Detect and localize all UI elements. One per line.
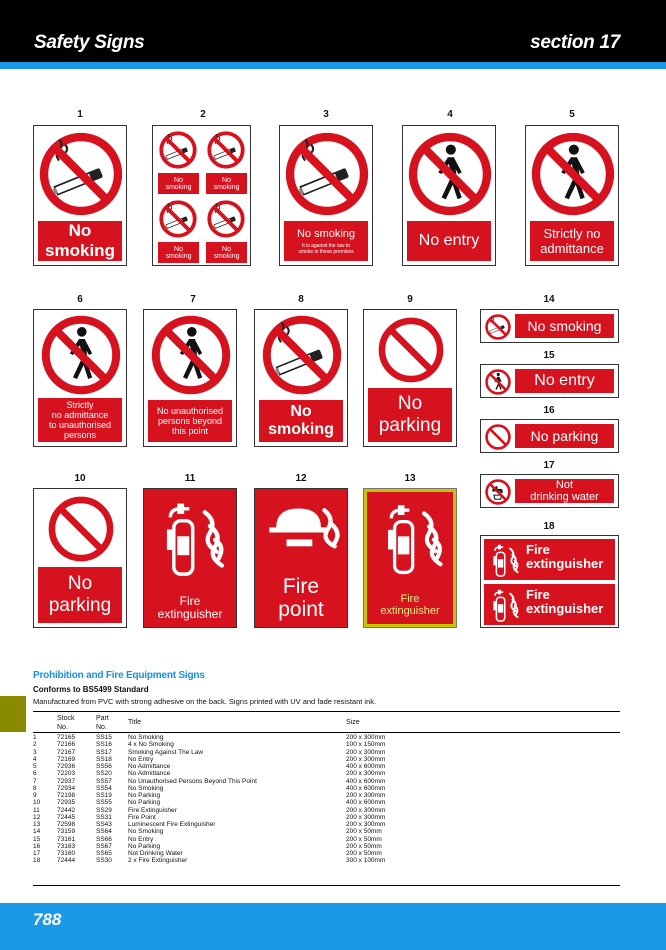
table-row xyxy=(33,828,620,835)
table-row xyxy=(33,850,620,857)
no-pedestrian-icon xyxy=(485,369,511,395)
fire-extinguisher-icon xyxy=(485,541,523,579)
table-row xyxy=(33,756,620,763)
fire-extinguisher-icon xyxy=(148,495,234,581)
product-title: No Smoking xyxy=(128,734,164,741)
sign-number-9: 9 xyxy=(407,294,413,305)
product-size: 200 x 300mm xyxy=(346,821,386,828)
sign-4x-no-smoking xyxy=(152,125,251,266)
product-title: No Parking xyxy=(128,792,161,799)
sign-number-1: 1 xyxy=(77,109,83,120)
sign-text: No entry xyxy=(418,232,480,249)
fire-extinguisher-icon xyxy=(485,586,523,624)
no-smoking-icon xyxy=(262,315,342,395)
product-size: 300 x 100mm xyxy=(346,857,386,865)
fire-point-icon xyxy=(259,493,345,579)
sign-number-12: 12 xyxy=(295,473,307,484)
product-description: Manufactured from PVC with strong adhesive on the back. Signs printed with UV and fade resistant ink. xyxy=(33,697,377,706)
sign-no-smoking-strip xyxy=(480,309,619,343)
row-index: 3 xyxy=(33,748,37,756)
no-smoking-icon xyxy=(159,131,197,169)
row-index: 5 xyxy=(33,763,37,770)
product-title: Fire Extinguisher xyxy=(128,806,177,814)
sign-text: persons xyxy=(63,430,96,440)
table-bottom-rule xyxy=(33,885,620,886)
row-index: 15 xyxy=(33,835,41,843)
stock-number: 72445 xyxy=(57,813,76,821)
section-side-tab xyxy=(0,696,26,732)
sign-number-5: 5 xyxy=(569,109,575,120)
sign-text: No smoking xyxy=(515,314,614,338)
sign-text: Fire xyxy=(526,542,550,557)
row-index: 11 xyxy=(33,806,40,814)
sign-subtext: It is against the law to xyxy=(301,242,351,249)
sign-text: Fire xyxy=(179,593,201,608)
stock-number: 72934 xyxy=(57,784,76,792)
table-row xyxy=(33,814,620,821)
product-title: Fire Point xyxy=(128,813,156,821)
part-number: SS55 xyxy=(96,799,112,807)
no-pedestrian-icon xyxy=(151,315,231,395)
sign-no-parking xyxy=(363,309,457,447)
product-size: 400 x 600mm xyxy=(346,784,386,792)
sign-text: No xyxy=(68,221,92,240)
sign-no-parking-large xyxy=(33,488,127,628)
product-size: 200 x 300mm xyxy=(346,755,386,763)
stock-number: 72198 xyxy=(57,792,76,799)
part-number: SS17 xyxy=(96,748,112,756)
stock-number: 72169 xyxy=(57,755,76,763)
sign-fire-point xyxy=(254,488,348,628)
product-size: 200 x 50mm xyxy=(346,842,382,850)
stock-number: 72166 xyxy=(57,741,76,749)
sign-number-11: 11 xyxy=(184,473,196,484)
sign-text: No xyxy=(174,176,183,184)
product-size: 100 x 150mm xyxy=(346,741,386,749)
table-row xyxy=(33,843,620,850)
row-index: 8 xyxy=(33,784,37,792)
product-title: No Admittance xyxy=(128,763,171,770)
stock-number: 72598 xyxy=(57,821,76,828)
no-smoking-icon xyxy=(207,131,245,169)
table-row xyxy=(33,792,620,799)
sign-2x-fire-extinguisher xyxy=(480,535,619,628)
part-number: SS64 xyxy=(96,828,112,836)
product-title: Smoking Against The Law xyxy=(128,748,204,756)
row-index: 14 xyxy=(33,828,41,836)
sign-number-18: 18 xyxy=(543,521,555,532)
part-number: SS57 xyxy=(96,777,112,785)
product-title: No Parking xyxy=(128,842,161,850)
sign-text: No parking xyxy=(515,424,614,448)
sign-text: smoking xyxy=(45,241,115,260)
no-parking-icon xyxy=(485,424,511,450)
product-size: 400 x 600mm xyxy=(346,777,386,785)
product-title: 4 x No Smoking xyxy=(128,741,174,749)
sign-subtext: smoke in these premises xyxy=(298,248,354,255)
row-index: 4 xyxy=(33,755,37,763)
sign-text: No xyxy=(222,245,231,253)
sign-text: smoking xyxy=(213,252,240,260)
table-row xyxy=(33,807,620,814)
no-smoking-icon xyxy=(485,314,511,340)
stock-number: 72935 xyxy=(57,799,76,807)
table-row xyxy=(33,857,620,864)
sign-text: admittance xyxy=(540,241,604,256)
row-index: 13 xyxy=(33,821,41,828)
sign-strictly-no-admittance xyxy=(525,125,619,266)
stock-number: 72203 xyxy=(57,770,76,778)
sign-number-8: 8 xyxy=(298,294,304,305)
table-row xyxy=(33,836,620,843)
row-index: 17 xyxy=(33,850,41,857)
part-number: SS31 xyxy=(96,813,112,821)
sign-number-10: 10 xyxy=(74,473,86,484)
row-index: 1 xyxy=(33,734,37,741)
sign-number-13: 13 xyxy=(404,473,416,484)
sign-number-14: 14 xyxy=(543,294,555,305)
sign-number-15: 15 xyxy=(543,350,555,361)
sign-text: smoking xyxy=(213,183,240,191)
sign-number-4: 4 xyxy=(447,109,453,120)
stock-number: 72167 xyxy=(57,748,76,756)
product-size: 400 x 600mm xyxy=(346,763,386,770)
sign-no-smoking xyxy=(33,125,127,266)
product-title: No Smoking xyxy=(128,828,164,836)
column-header-title: Title xyxy=(128,719,141,726)
part-number: SS30 xyxy=(96,857,112,865)
product-size: 200 x 50mm xyxy=(346,850,382,857)
part-number: SS18 xyxy=(96,755,112,763)
row-index: 12 xyxy=(33,813,41,821)
sign-smoking-against-law xyxy=(279,125,373,266)
product-size: 200 x 300mm xyxy=(346,734,386,741)
no-smoking-icon xyxy=(39,132,123,216)
no-parking-icon xyxy=(48,496,114,562)
product-title: No Admittance xyxy=(128,770,171,778)
stock-number: 73161 xyxy=(57,835,76,843)
product-title: No Smoking xyxy=(128,784,164,792)
header-text: No. xyxy=(96,724,107,731)
product-title: Not Drinking Water xyxy=(128,850,183,857)
sign-text: smoking xyxy=(268,421,334,438)
sign-fire-extinguisher xyxy=(143,488,237,628)
sign-text: No xyxy=(67,573,93,594)
sign-text: No unauthorised xyxy=(156,406,224,416)
product-size: 200 x 300mm xyxy=(346,770,386,778)
product-title: No Parking xyxy=(128,799,161,807)
sign-text: No smoking xyxy=(296,227,356,240)
page-footer xyxy=(0,903,666,950)
product-size: 200 x 50mm xyxy=(346,828,382,836)
header-text: No. xyxy=(57,724,68,731)
sign-text: No xyxy=(397,393,423,414)
stock-number: 72936 xyxy=(57,763,76,770)
row-index: 10 xyxy=(33,799,41,807)
no-pedestrian-icon xyxy=(408,132,492,216)
sign-no-unauthorised-persons xyxy=(143,309,237,447)
no-smoking-icon xyxy=(285,132,369,216)
table-row xyxy=(33,778,620,785)
column-header-part xyxy=(96,714,109,732)
product-title: No Entry xyxy=(128,755,154,763)
table-row xyxy=(33,741,620,748)
sign-luminescent-fire-extinguisher xyxy=(363,488,457,628)
table-row xyxy=(33,749,620,756)
product-title: Luminescent Fire Extinguisher xyxy=(128,821,216,828)
table-top-rule xyxy=(33,711,620,712)
product-title: No Unauthorised Persons Beyond This Point xyxy=(128,777,257,785)
row-index: 9 xyxy=(33,792,37,799)
sign-no-entry xyxy=(402,125,496,266)
sign-text: Not xyxy=(555,479,574,491)
stock-number: 73159 xyxy=(57,828,76,836)
part-number: SS19 xyxy=(96,792,112,799)
sign-text: drinking water xyxy=(530,491,599,503)
sign-text: smoking xyxy=(165,252,192,260)
sign-text: this point xyxy=(171,426,208,436)
table-row xyxy=(33,770,620,777)
no-pedestrian-icon xyxy=(41,315,121,395)
header-section: section 17 xyxy=(530,32,620,53)
sign-not-drinking-water-strip xyxy=(480,474,619,508)
table-row xyxy=(33,763,620,770)
product-size: 200 x 300mm xyxy=(346,806,386,814)
stock-number: 72937 xyxy=(57,777,76,785)
part-number: SS15 xyxy=(96,734,112,741)
sign-text: no admittance xyxy=(51,410,109,420)
page-number: 788 xyxy=(33,910,62,929)
table-header-rule xyxy=(33,732,620,733)
sign-text: No xyxy=(222,176,231,184)
stock-number: 72442 xyxy=(57,806,76,814)
sign-no-smoking-large xyxy=(254,309,348,447)
product-size: 200 x 50mm xyxy=(346,835,382,843)
no-parking-icon xyxy=(378,317,444,383)
section-title: Prohibition and Fire Equipment Signs xyxy=(33,670,205,681)
part-number: SS29 xyxy=(96,806,112,814)
product-table xyxy=(33,734,620,865)
sign-number-7: 7 xyxy=(190,294,196,305)
part-number: SS43 xyxy=(96,821,112,828)
product-title: No Entry xyxy=(128,835,154,843)
column-header-size: Size xyxy=(346,719,360,726)
sign-text: Fire xyxy=(526,587,550,602)
sign-text: extinguisher xyxy=(157,606,223,621)
product-title: 2 x Fire Extinguisher xyxy=(128,857,188,865)
part-number: SS66 xyxy=(96,835,112,843)
sign-text: parking xyxy=(48,595,112,616)
row-index: 6 xyxy=(33,770,37,778)
no-smoking-icon xyxy=(207,200,245,238)
header-title: Safety Signs xyxy=(34,32,145,53)
table-row xyxy=(33,734,620,741)
sign-no-admittance xyxy=(33,309,127,447)
sign-text: No xyxy=(290,403,312,420)
product-size: 200 x 300mm xyxy=(346,792,386,799)
row-index: 16 xyxy=(33,842,41,850)
row-index: 2 xyxy=(33,741,37,749)
header-text: Stock xyxy=(57,715,75,722)
part-number: SS67 xyxy=(96,842,112,850)
sign-number-17: 17 xyxy=(543,460,555,471)
table-row xyxy=(33,785,620,792)
sign-text: extinguisher xyxy=(526,601,604,617)
no-pedestrian-icon xyxy=(531,132,615,216)
fire-extinguisher-icon xyxy=(370,497,452,579)
sign-number-2: 2 xyxy=(200,109,206,120)
stock-number: 73160 xyxy=(57,850,76,857)
header-text: Part xyxy=(96,715,109,722)
sign-text: Strictly xyxy=(66,400,94,410)
sign-text: Fire xyxy=(400,592,420,605)
sign-text: No entry xyxy=(515,369,614,393)
header-stripe xyxy=(0,62,666,69)
product-size: 200 x 300mm xyxy=(346,813,386,821)
sign-text: No xyxy=(174,245,183,253)
part-number: SS16 xyxy=(96,741,112,749)
row-index: 7 xyxy=(33,777,37,785)
column-header-stock xyxy=(57,714,75,732)
sign-text: extinguisher xyxy=(526,556,604,572)
part-number: SS56 xyxy=(96,763,112,770)
sign-text: to unauthorised xyxy=(48,420,112,430)
sign-no-entry-strip xyxy=(480,364,619,398)
stock-number: 72165 xyxy=(57,734,76,741)
sign-text: persons beyond xyxy=(157,416,223,426)
page-header xyxy=(0,0,666,62)
sign-number-16: 16 xyxy=(543,405,555,416)
part-number: SS54 xyxy=(96,784,112,792)
sign-number-3: 3 xyxy=(323,109,329,120)
standard-conformance: Conforms to BS5499 Standard xyxy=(33,685,149,694)
stock-number: 73163 xyxy=(57,842,76,850)
sign-text: Strictly no xyxy=(543,226,601,241)
no-smoking-icon xyxy=(159,200,197,238)
sign-text: smoking xyxy=(165,183,192,191)
sign-number-6: 6 xyxy=(77,294,83,305)
table-row xyxy=(33,821,620,828)
sign-text: parking xyxy=(378,415,442,436)
part-number: SS20 xyxy=(96,770,112,778)
no-drinking-water-icon xyxy=(485,479,511,505)
sign-text: Fire xyxy=(282,574,320,598)
product-size: 400 x 600mm xyxy=(346,799,386,807)
stock-number: 72444 xyxy=(57,857,76,865)
product-size: 200 x 300mm xyxy=(346,748,386,756)
part-number: SS65 xyxy=(96,850,112,857)
sign-text: point xyxy=(278,597,324,621)
sign-text: extinguisher xyxy=(380,604,440,617)
sign-no-parking-strip xyxy=(480,419,619,453)
row-index: 18 xyxy=(33,857,41,865)
table-row xyxy=(33,799,620,806)
